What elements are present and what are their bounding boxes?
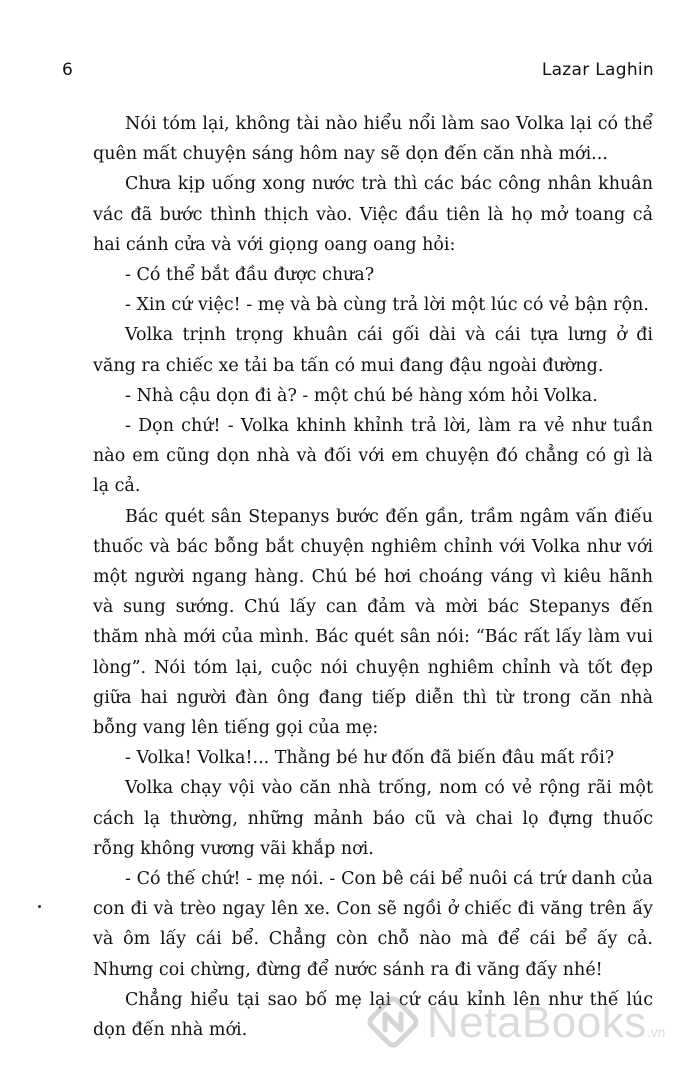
paragraph: Chưa kịp uống xong nước trà thì các bác công nhân khuân vác đã bước thình thịch vào. Việc đầu tiên là họ mở toang cả hai cánh cửa và với giọng oang oang hỏi:: [93, 174, 653, 255]
paragraph: - Volka! Volka!... Thằng bé hư đốn đã biến đâu mất rồi?: [125, 748, 615, 769]
page-number: 6: [62, 60, 73, 80]
paragraph: - Nhà cậu dọn đi à? - một chú bé hàng xóm hỏi Volka.: [125, 385, 598, 406]
watermark: [365, 990, 695, 1060]
paragraph: Chẳng hiểu tại sao bố mẹ lại cứ cáu kỉnh lên như thế lúc dọn đến nhà mới.: [93, 989, 653, 1041]
running-head-author: Lazar Laghin: [541, 60, 654, 80]
paragraph: Nói tóm lại, không tài nào hiểu nổi làm sao Volka lại có thể quên mất chuyện sáng hôm nay sẽ dọn đến căn nhà mới...: [93, 114, 653, 165]
paragraph: - Dọn chứ! - Volka khinh khỉnh trả lời, làm ra vẻ như tuần nào em cũng dọn nhà và đối với em chuyện đó chẳng có gì là lạ cả.: [93, 416, 653, 497]
paragraph: - Xin cứ việc! - mẹ và bà cùng trả lời một lúc có vẻ bận rộn.: [125, 295, 649, 316]
paragraph: Volka trịnh trọng khuân cái gối dài và cái tựa lưng ở đi văng ra chiếc xe tải ba tấn có mui đang đậu ngoài đường.: [93, 325, 653, 376]
body-text: [93, 109, 653, 1045]
watermark-brand-name: NetaBooks: [427, 998, 647, 1047]
paragraph: - Có thể bắt đầu được chưa?: [125, 265, 375, 286]
page-header: [62, 60, 654, 90]
watermark-domain-suffix: .vn: [646, 1024, 666, 1040]
paragraph: Bác quét sân Stepanys bước đến gần, trầm ngâm vấn điếu thuốc và bác bỗng bắt chuyện nghiêm chỉnh với Volka như với một người ngang hàng. Chú bé hơi choáng váng vì kiêu hãnh và sung sướng. Chú lấy can đảm và mời bác Stepanys đến thăm nhà mới của mình. Bác quét sân nói: “Bác rất lấy làm vui lòng”. Nói tóm lại, cuộc nói chuyện nghiêm chỉnh và tốt đẹp giữa hai người đàn ông đang tiếp diễn thì từ trong căn nhà bỗng vang lên tiếng gọi của mẹ:: [93, 506, 653, 739]
stray-ink-mark: [38, 905, 41, 908]
paragraph: - Có thế chứ! - mẹ nói. - Con bê cái bể nuôi cá trứ danh của con đi và trèo ngay lên xe. Con sẽ ngồi ở chiếc đi văng trên ấy và ôm lấy cái bể. Chẳng còn chỗ nào mà để cái bể ấy cả. Nhưng coi chừng, đừng để nước sánh ra đi văng đấy nhé!: [93, 869, 653, 980]
watermark-brand: [427, 998, 665, 1048]
paragraph: Volka chạy vội vào căn nhà trống, nom có vẻ rộng rãi một cách lạ thường, những mảnh báo cũ và chai lọ đựng thuốc rỗng không vương vãi khắp nơi.: [93, 778, 653, 859]
netabooks-logo-icon: [365, 994, 421, 1050]
